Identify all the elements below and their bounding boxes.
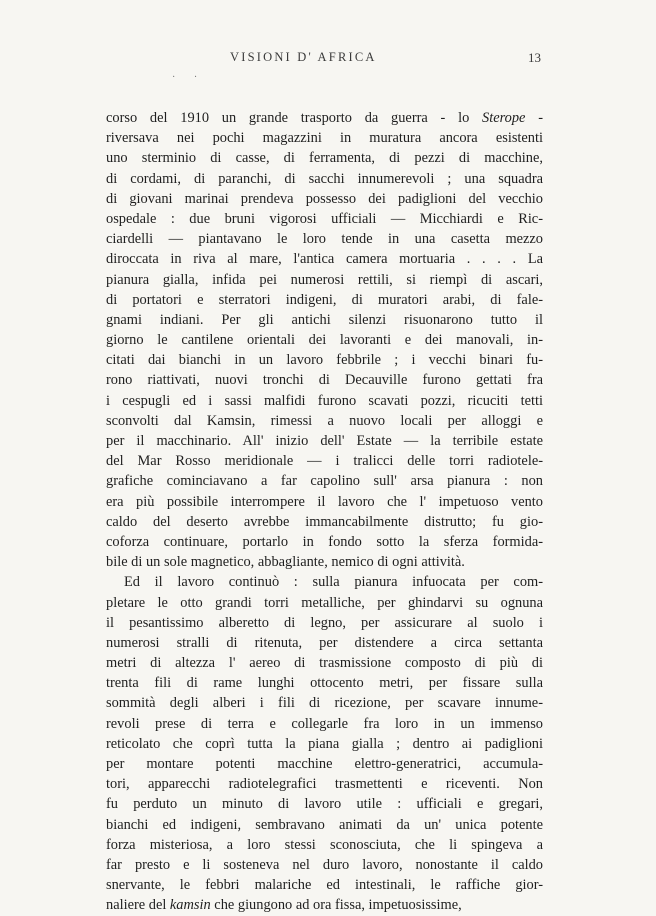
text-line: di portatori e sterratori indigeni, di muratori arabi, di fale- (106, 291, 543, 308)
text-line: gnami indiani. Per gli antichi silenzi risuonarono tutto il (106, 311, 543, 328)
text-line: diroccata in riva al mare, l'antica camera mortuaria . . . . La (106, 251, 543, 268)
text-line: ospedale : due bruni vigorosi ufficiali — Micchiardi e Ric- (106, 210, 543, 227)
text-line: era più possibile interrompere il lavoro che l' impetuoso vento (106, 493, 543, 510)
paragraph-2 (106, 572, 543, 915)
text-line: citati dai bianchi in un lavoro febbrile ; i vecchi binari fu- (106, 352, 543, 369)
text-line: pletare le otto grandi torri metalliche, per ghindarvi su ognuna (106, 594, 543, 611)
text-line: uno sterminio di casse, di ferramenta, di pezzi di macchine, (106, 150, 543, 167)
text-line: forza misteriosa, a loro stessi sconosciuta, che li spingeva a (106, 836, 543, 853)
text-line: per montare potenti macchine elettro-generatrici, accumula- (106, 756, 543, 772)
text-line: di giovani marinai prendeva possesso dei padiglioni del vecchio (106, 190, 543, 207)
text-line: ciardelli — piantavano le loro tende in una casetta mezzo (106, 231, 543, 248)
text-line: i cespugli ed i sassi malfidi furono scavati pozzi, ricuciti tetti (106, 392, 543, 409)
text-line: numerosi stralli di ritenuta, per distendere a circa settanta (106, 634, 543, 651)
text-line: revoli prese di terra e collegarle fra loro in un immenso (106, 715, 543, 732)
text-line: sconvolti dal Kamsin, rimessi a nuovo locali per alloggi e (106, 412, 543, 429)
text-line: sommità degli alberi i fili di ricezione, per scavare innume- (106, 695, 543, 712)
text-line: coforza continuare, portarlo in fondo sotto la sferza formida- (106, 533, 543, 550)
text-line: tori, apparecchi radiotelegrafici trasmettenti e riceventi. Non (106, 776, 543, 793)
running-head: VISIONI D' AFRICA (230, 50, 377, 64)
text-line: reticolato che coprì tutta la piana gialla ; dentro ai padiglioni (106, 735, 543, 752)
text-line: del Mar Rosso meridionale — i tralicci delle torri radiotele- (106, 453, 543, 470)
text-line: Ed il lavoro continuò : sulla pianura infuocata per com- (124, 574, 543, 591)
text-line: caldo del deserto avrebbe immancabilmente distrutto; fu gio- (106, 513, 543, 530)
text-line: far presto e li sosteneva nel duro lavoro, nonostante il caldo (106, 856, 543, 873)
paragraph-1 (106, 108, 543, 572)
text-line: pianura gialla, infida pei numerosi rettili, si riempì di ascari, (106, 271, 543, 288)
text-line: giorno le cantilene orientali dei lavoranti e dei manovali, in- (106, 332, 543, 349)
page-number: 13 (528, 50, 541, 65)
text-line: riversava nei pochi magazzini in muratura ancora esistenti (106, 130, 543, 147)
text-line: grafiche cominciavano a far capolino sull' arsa pianura : non (106, 473, 543, 490)
text-line: rono riattivati, nuovi tronchi di Decauville furono gettati fra (106, 372, 543, 389)
text-line: bianchi ed indigeni, sembravano animati da un' unica potente (106, 816, 543, 833)
text-line: corso del 1910 un grande trasporto da guerra - lo Sterope - (106, 110, 543, 126)
stray-marks: · · (172, 72, 206, 83)
text-line: fu perduto un minuto di lavoro utile : ufficiali e gregari, (106, 796, 543, 813)
text-line: naliere del kamsin che giungono ad ora fissa, impetuosissime, (106, 897, 462, 914)
text-line: metri di altezza l' aereo di trasmissione composto di più di (106, 655, 543, 672)
text-line: di cordami, di paranchi, di sacchi innumerevoli ; una squadra (106, 170, 543, 187)
text-line: trenta fili di rame lunghi ottocento metri, per fissare sulla (106, 675, 543, 692)
text-line: bile di un sole magnetico, abbagliante, nemico di ogni attività. (106, 554, 465, 571)
page-body (106, 108, 543, 916)
text-line: snervante, le febbri malariche ed intestinali, le raffiche gior- (106, 877, 543, 894)
text-line: il pesantissimo alberetto di legno, per assicurare al suolo i (106, 614, 543, 631)
text-line: per il macchinario. All' inizio dell' Estate — la terribile estate (106, 433, 543, 449)
page-header (0, 50, 656, 74)
